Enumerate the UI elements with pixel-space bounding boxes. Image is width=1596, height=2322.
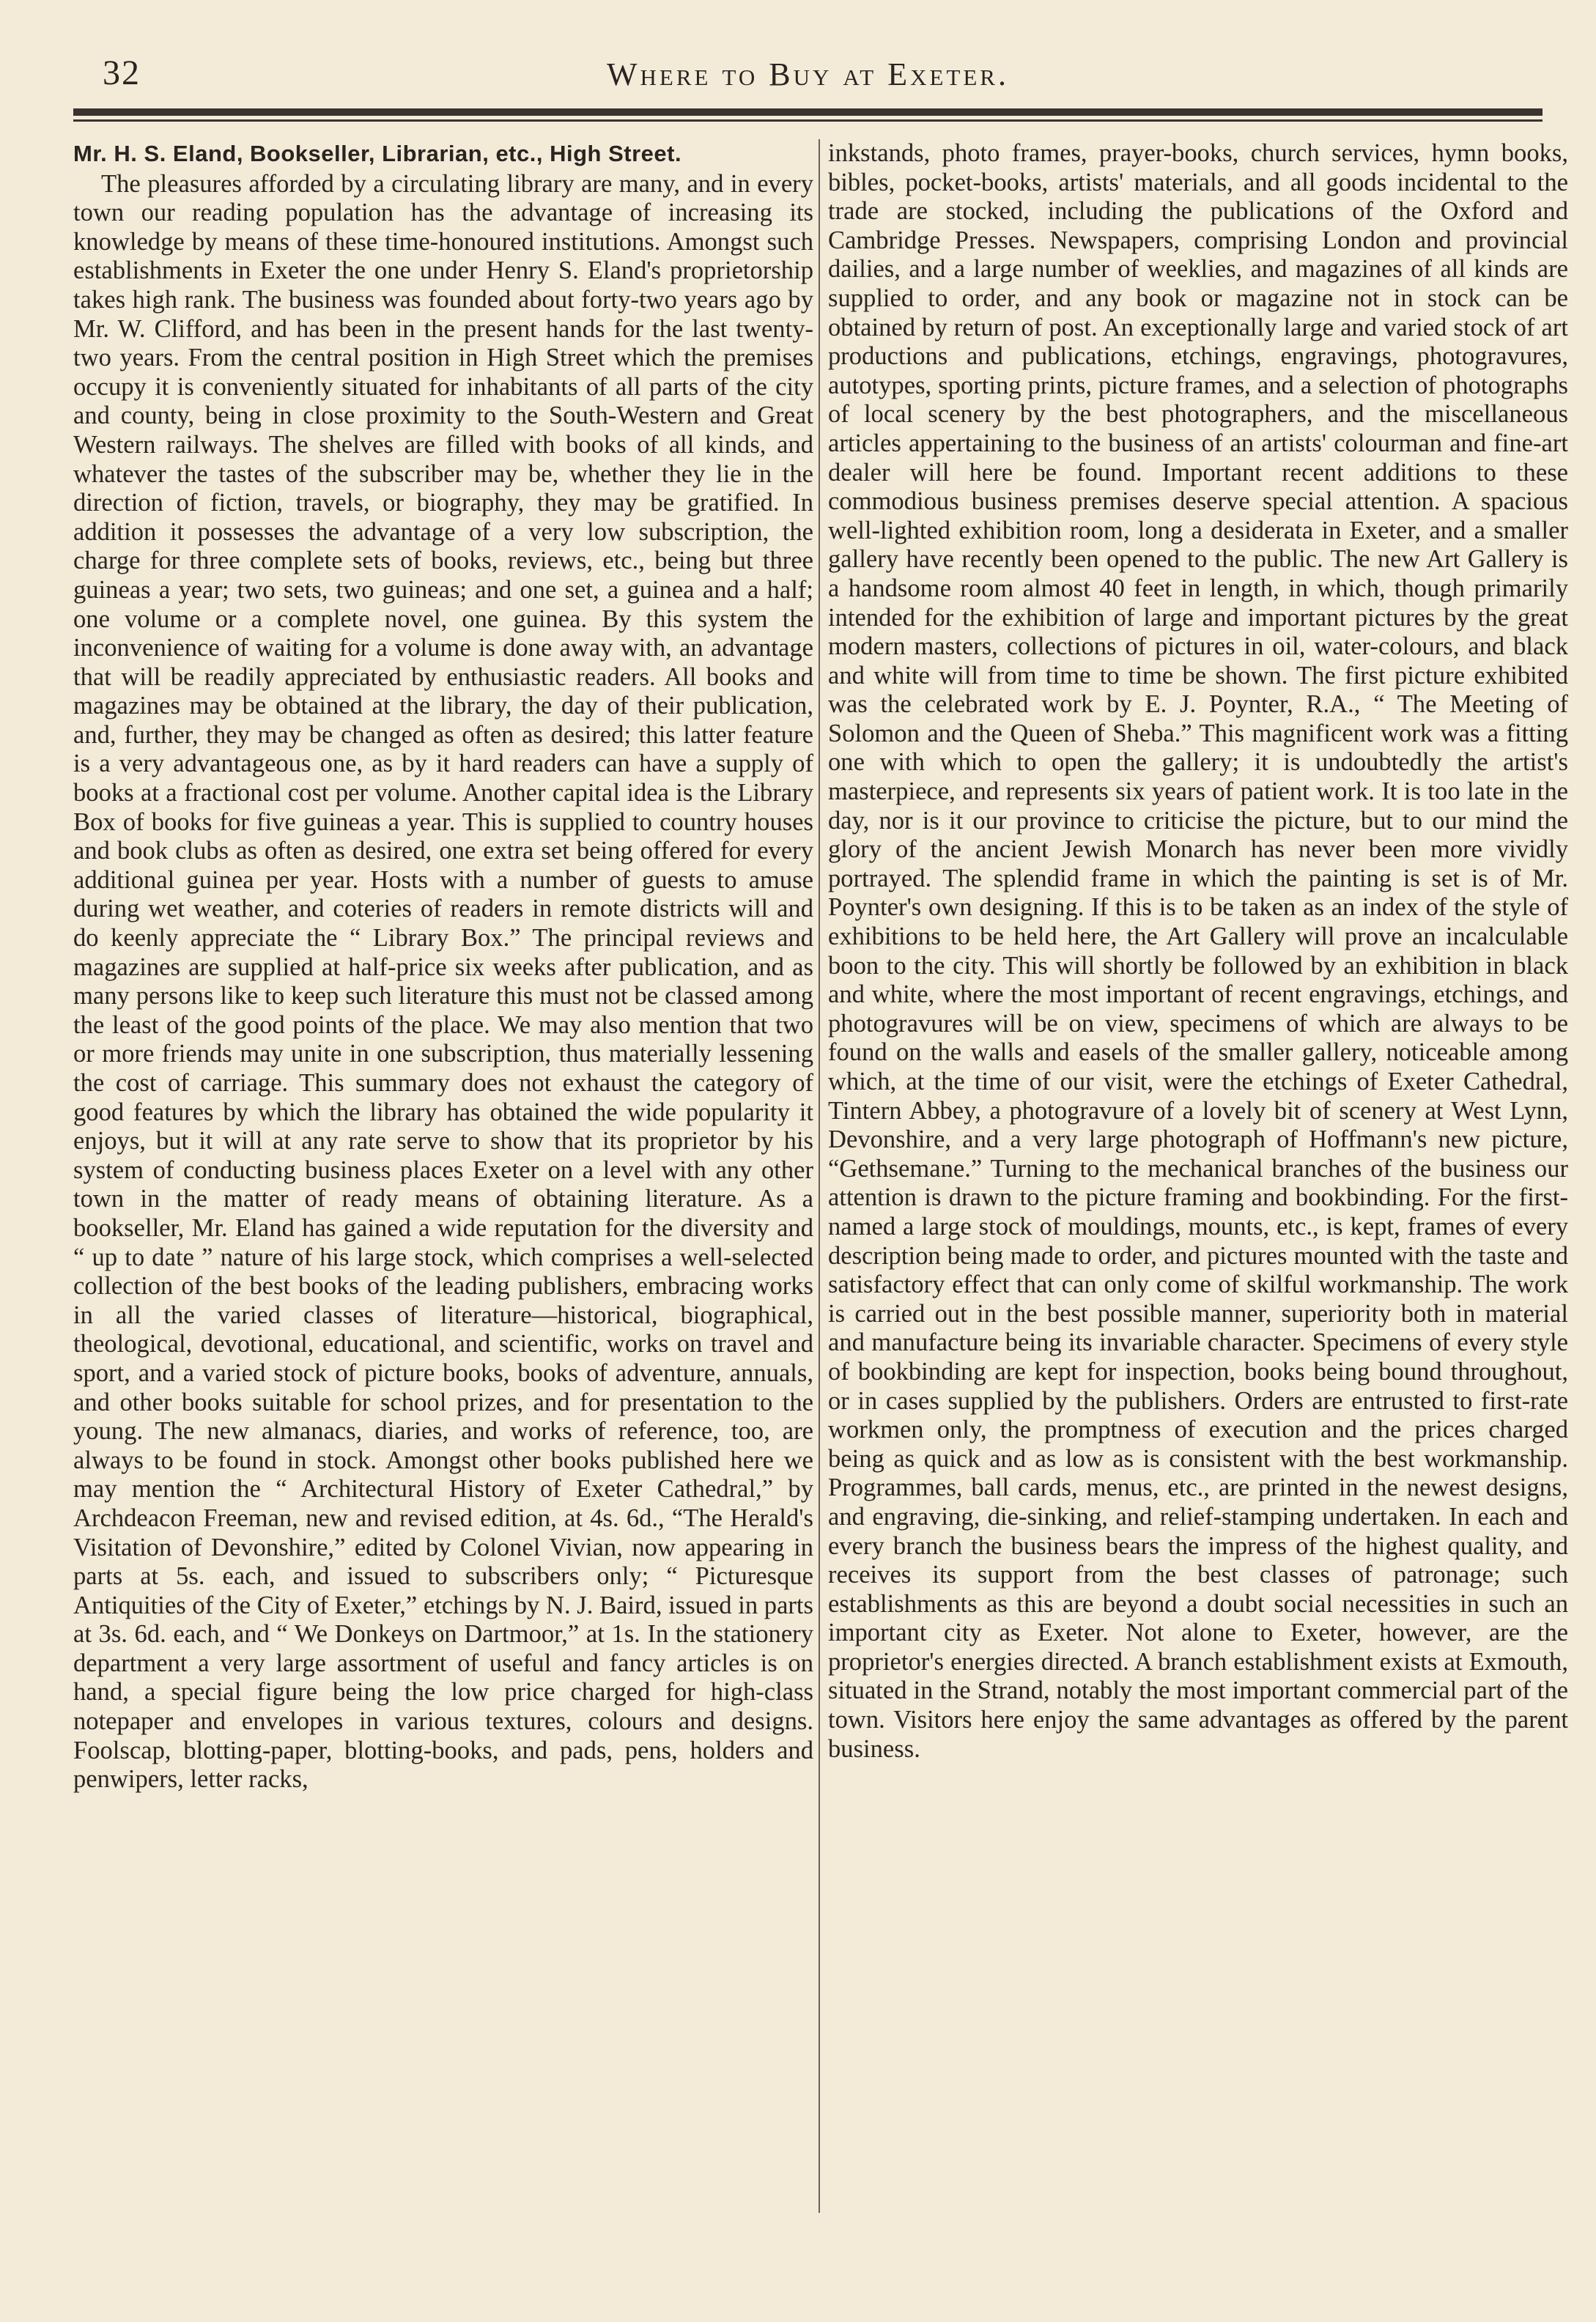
column-divider bbox=[819, 139, 820, 2213]
left-column bbox=[73, 139, 813, 2227]
article-heading: Mr. H. S. Eland, Bookseller, Librarian, etc., High Street. bbox=[73, 141, 682, 166]
right-column bbox=[828, 139, 1568, 2227]
article-body-left: The pleasures afforded by a circulating library are many, and in every town our reading population has the advantage of increasing its knowledge by means of these time-honoured institutions. Amongst such establishments in Exeter the one under Henry S. Eland's proprietorship takes high rank. The business was founded about forty-two years ago by Mr. W. Clifford, and has been in the present hands for the last twenty-two years. From the central position in High Street which the premises occupy it is conveniently situated for inhabitants of all parts of the city and county, being in close proximity to the South-Western and Great Western railways. The shelves are filled with books of all kinds, and whatever the tastes of the subscriber may be, whether they lie in the direction of fiction, travels, or biography, they may be gratified. In addition it possesses the advantage of a very low subscription, the charge for three complete sets of books, reviews, etc., being but three guineas a year; two sets, two guineas; and one set, a guinea and a half; one volume or a complete novel, one guinea. By this system the inconvenience of waiting for a volume is done away with, an advantage that will be readily appreciated by enthusiastic readers. All books and magazines may be obtained at the library, the day of their publication, and, further, they may be changed as often as desired; this latter feature is a very advantageous one, as by it hard readers can have a supply of books at a fractional cost per volume. Another capital idea is the Library Box of books for five guineas a year. This is supplied to country houses and book clubs as often as desired, one extra set being offered for every additional guinea per year. Hosts with a number of guests to amuse during wet weather, and coteries of readers in remote districts will and do keenly appreciate the “ Library Box.” The principal reviews and magazines are supplied at half-price six weeks after publication, and as many persons like to keep such literature this must not be classed among the least of the good points of the place. We may also mention that two or more friends may unite in one subscription, thus materially lessening the cost of carriage. This summary does not exhaust the category of good features by which the library has obtained the wide popularity it enjoys, but it will at any rate serve to show that its proprietor by his system of conducting business places Exeter on a level with any other town in the matter of ready means of obtaining literature. As a bookseller, Mr. Eland has gained a wide reputation for the diversity and “ up to date ” nature of his large stock, which comprises a well-selected collection of the best books of the leading publishers, embracing works in all the varied classes of literature—historical, biographical, theological, devotional, educational, and scientific, works on travel and sport, and a varied stock of picture books, books of adventure, annuals, and other books suitable for school prizes, and for presentation to the young. The new almanacs, diaries, and works of reference, too, are always to be found in stock. Amongst other books published here we may mention the “ Architectural History of Exeter Cathedral,” by Archdeacon Freeman, new and revised edition, at 4s. 6d., “The Herald's Visitation of Devonshire,” edited by Colonel Vivian, now appearing in parts at 5s. each, and issued to subscribers only; “ Picturesque Antiquities of the City of Exeter,” etchings by N. J. Baird, issued in parts at 3s. 6d. each, and “ We Donkeys on Dartmoor,” at 1s. In the stationery department a very large assortment of useful and fancy articles is on hand, a special figure being the low price charged for high-class notepaper and envelopes in various textures, colours and designs. Foolscap, blotting-paper, blotting-books, and pads, pens, holders and penwipers, letter racks, bbox=[73, 169, 813, 1794]
page-number: 32 bbox=[103, 53, 141, 92]
article-body-right: inkstands, photo frames, prayer-books, church services, hymn books, bibles, pocket-books, artists' materials, and all goods incidental to the trade are stocked, including the publications of the Oxford and Cambridge Presses. Newspapers, comprising London and provincial dailies, and a large number of weeklies, and magazines of all kinds are supplied to order, and any book or magazine not in stock can be obtained by return of post. An exceptionally large and varied stock of art productions and publications, etchings, engravings, photogravures, autotypes, sporting prints, picture frames, and a selection of photographs of local scenery by the best photographers, and the miscellaneous articles appertaining to the business of an artists' colourman and fine-art dealer will here be found. Important recent additions to these commodious business premises deserve special attention. A spacious well-lighted exhibition room, long a desiderata in Exeter, and a smaller gallery have recently been opened to the public. The new Art Gallery is a handsome room almost 40 feet in length, in which, though primarily intended for the exhibition of large and important pictures by the great modern masters, collections of pictures in oil, water-colours, and black and white will from time to time be shown. The first picture exhibited was the celebrated work by E. J. Poynter, R.A., “ The Meeting of Solomon and the Queen of Sheba.” This magnificent work was a fitting one with which to open the gallery; it is undoubtedly the artist's masterpiece, and represents six years of patient work. It is too late in the day, nor is it our province to criticise the picture, but to our mind the glory of the ancient Jewish Monarch has never been more vividly portrayed. The splendid frame in which the painting is set is of Mr. Poynter's own designing. If this is to be taken as an index of the style of exhibitions to be held here, the Art Gallery will prove an incalculable boon to the city. This will shortly be followed by an exhibition in black and white, where the most important of recent engravings, etchings, and photogravures will be on view, specimens of which are always to be found on the walls and easels of the smaller gallery, noticeable among which, at the time of our visit, were the etchings of Exeter Cathedral, Tintern Abbey, a photogravure of a lovely bit of scenery at West Lynn, Devonshire, and a very large photograph of Hoffmann's new picture, “Gethsemane.” Turning to the mechanical branches of the business our attention is drawn to the picture framing and bookbinding. For the first-named a large stock of mouldings, mounts, etc., is kept, frames of every description being made to order, and pictures mounted with the taste and satisfactory effect that can only come of skilful workmanship. The work is carried out in the best possible manner, superiority both in material and manufacture being its invariable character. Specimens of every style of bookbinding are kept for inspection, books being bound throughout, or in cases supplied by the publishers. Orders are entrusted to first-rate workmen only, the promptness of execution and the prices charged being as quick and as low as is consistent with the best workmanship. Programmes, ball cards, menus, etc., are printed in the newest designs, and engraving, die-sinking, and relief-stamping undertaken. In each and every branch the business bears the impress of the highest quality, and receives its support from the best classes of patronage; such establishments as this are beyond a doubt social necessities in such an important city as Exeter. Not alone to Exeter, however, are the proprietor's energies directed. A branch establishment exists at Exmouth, situated in the Strand, notably the most important commercial part of the town. Visitors here enjoy the same advantages as offered by the parent business. bbox=[828, 139, 1568, 1763]
header-rule-thin bbox=[73, 119, 1543, 122]
page-header bbox=[73, 53, 1543, 104]
header-rule-thick bbox=[73, 108, 1543, 116]
running-title: Where to Buy at Exeter. bbox=[607, 56, 1009, 92]
